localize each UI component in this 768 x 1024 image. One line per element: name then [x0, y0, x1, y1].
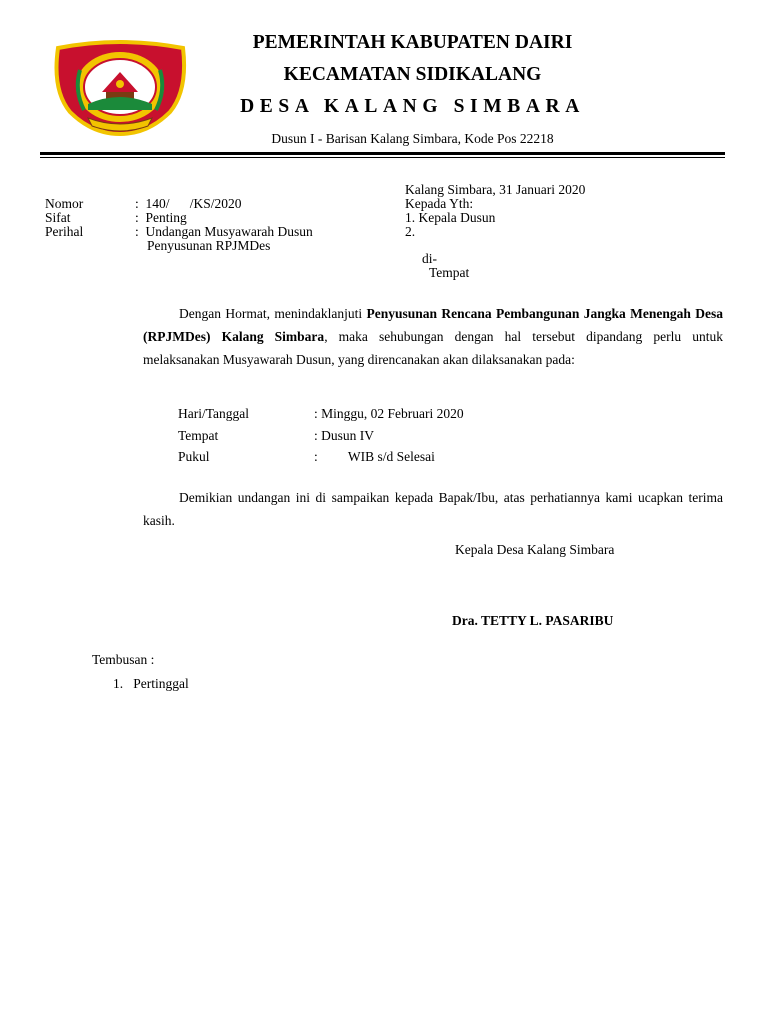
detail-value-place: : Dusun IV: [314, 428, 374, 443]
perihal-value: : Undangan Musyawarah Dusun: [135, 224, 313, 239]
village-title: DESA KALANG SIMBARA: [240, 96, 585, 117]
header-rule-thick: [40, 152, 725, 155]
recipient-item-1: 1. Kepala Dusun: [405, 210, 496, 225]
paragraph-1-rest: , maka sehubungan dengan hal tersebut dipandang perlu untuk melaksanakan Musyawarah Dusun, yang direncanakan akan dilaksanakan pada:: [143, 329, 723, 367]
detail-label-place: Tempat: [178, 428, 219, 443]
perihal-value-2: Penyusunan RPJMDes: [147, 238, 271, 253]
detail-label-time: Pukul: [178, 449, 210, 464]
cc-label: Tembusan :: [92, 652, 155, 667]
detail-value-date: : Minggu, 02 Februari 2020: [314, 406, 464, 421]
recipient-di: di-: [422, 251, 437, 266]
sifat-label: Sifat: [45, 210, 71, 225]
recipient-place: Tempat: [429, 265, 470, 280]
recipient-heading: Kepada Yth:: [405, 196, 474, 211]
letter-date: Kalang Simbara, 31 Januari 2020: [405, 182, 586, 197]
district-title: KECAMATAN SIDIKALANG: [283, 64, 542, 85]
header-rule-thin: [40, 157, 725, 158]
sifat-value: : Penting: [135, 210, 187, 225]
recipient-item-2: 2.: [405, 224, 416, 239]
address: Dusun I - Barisan Kalang Simbara, Kode Pos 22218: [271, 131, 554, 146]
detail-label-date: Hari/Tanggal: [178, 406, 250, 421]
signature-title: Kepala Desa Kalang Simbara: [455, 542, 615, 557]
body-paragraph-1: [143, 302, 723, 371]
dairi-regency-emblem-icon: [48, 40, 193, 136]
gov-title: PEMERINTAH KABUPATEN DAIRI: [252, 32, 573, 53]
detail-value-time: : WIB s/d Selesai: [314, 449, 435, 464]
nomor-value: : 140/ /KS/2020: [135, 196, 242, 211]
signature-name: Dra. TETTY L. PASARIBU: [452, 613, 614, 628]
perihal-label: Perihal: [45, 224, 84, 239]
body-paragraph-2: [143, 486, 723, 532]
nomor-label: Nomor: [45, 196, 84, 211]
cc-item-1: 1. Pertinggal: [113, 676, 189, 691]
paragraph-1-bold: Penyusunan Rencana Pembangunan Jangka Menengah Desa (RPJMDes) Kalang Simbara: [143, 306, 724, 344]
paragraph-2-text: Demikian undangan ini di sampaikan kepada Bapak/Ibu, atas perhatiannya kami ucapkan terima kasih.: [143, 490, 723, 528]
paragraph-1-intro: Dengan Hormat, menindaklanjuti: [179, 306, 367, 321]
